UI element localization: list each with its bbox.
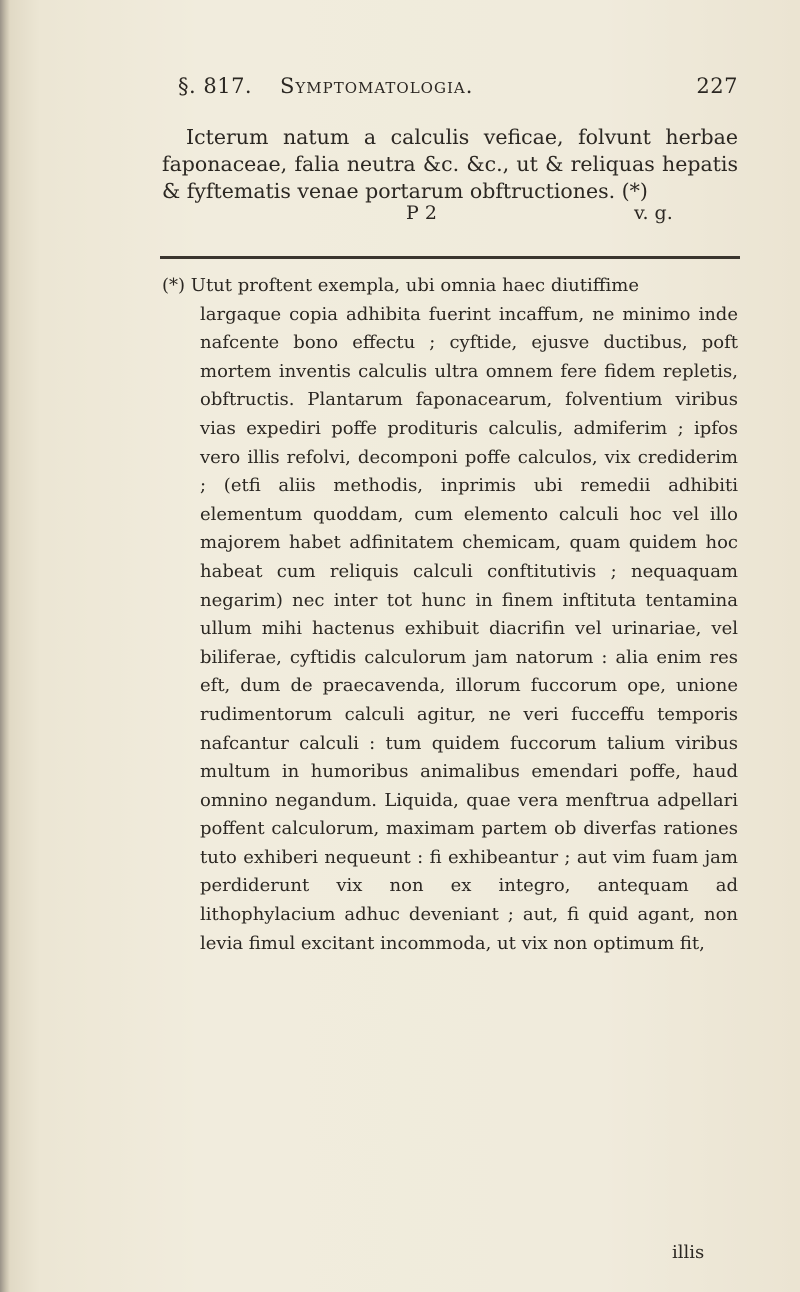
main-paragraph: Icterum natum a calculis veficae, folvunt herbae faponaceae, falia neutra &c. &c., ut & reliquas hepatis & fyftematis venae portarum obftructiones. (*) bbox=[162, 125, 738, 203]
main-text-block bbox=[162, 124, 738, 205]
footnote-rule bbox=[160, 256, 740, 259]
running-title: Symptomatologia. bbox=[280, 74, 474, 98]
signature-line bbox=[162, 202, 738, 230]
footnote-mark: (*) bbox=[162, 275, 186, 296]
footnote-block bbox=[162, 272, 738, 958]
catchword-top: v. g. bbox=[634, 202, 673, 224]
page-number: 227 bbox=[696, 74, 738, 98]
catchword-bottom: illis bbox=[672, 1242, 705, 1263]
running-header bbox=[178, 74, 738, 104]
footnote-body: largaque copia adhibita fuerint incaffum, ne minimo inde nafcente bono effectu ; cyftide, ejusve ductibus, poft mortem inventis calculis ultra omnem fere fidem repletis, obftructis. Plantarum faponacearum, folventium viribus vias expediri poffe prodituris calculis, admiferim ; ipfos vero illis refolvi, decomponi poffe calculos, vix crediderim ; (etfi aliis methodis, inprimis ubi remedii adhibiti elementum quoddam, cum elemento calculi hoc vel illo majorem habet adfinitatem chemicam, quam quidem hoc habeat cum reliquis calculi conftitutivis ; nequaquam negarim) nec inter tot hunc in finem inftituta tentamina ullum mihi hactenus exhibuit diacrifin vel urinariae, vel biliferae, cyftidis calculorum jam natorum : alia enim res eft, dum de praecavenda, illorum fuccorum ope, unione rudimentorum calculi agitur, ne veri fucceffu temporis nafcantur calculi : tum quidem fuccorum talium viribus multum in humoribus animalibus emendari poffe, haud omnino negandum. Liquida, quae vera menftrua adpellari poffent calculorum, maximam partem ob diverfas rationes tuto exhiberi nequeunt : fi exhibeantur ; aut vim fuam jam perdiderunt vix non ex integro, antequam ad lithophylacium adhuc deveniant ; aut, fi quid agant, non levia fimul excitant incommoda, ut vix non optimum fit, bbox=[200, 303, 738, 954]
footnote-first-line: Utut proftent exempla, ubi omnia haec diutiffime bbox=[190, 275, 639, 296]
section-number: §. 817. bbox=[178, 74, 253, 98]
page-spine-shadow bbox=[0, 0, 10, 1292]
footnote-paragraph bbox=[162, 272, 738, 958]
printer-signature: P 2 bbox=[406, 202, 437, 224]
